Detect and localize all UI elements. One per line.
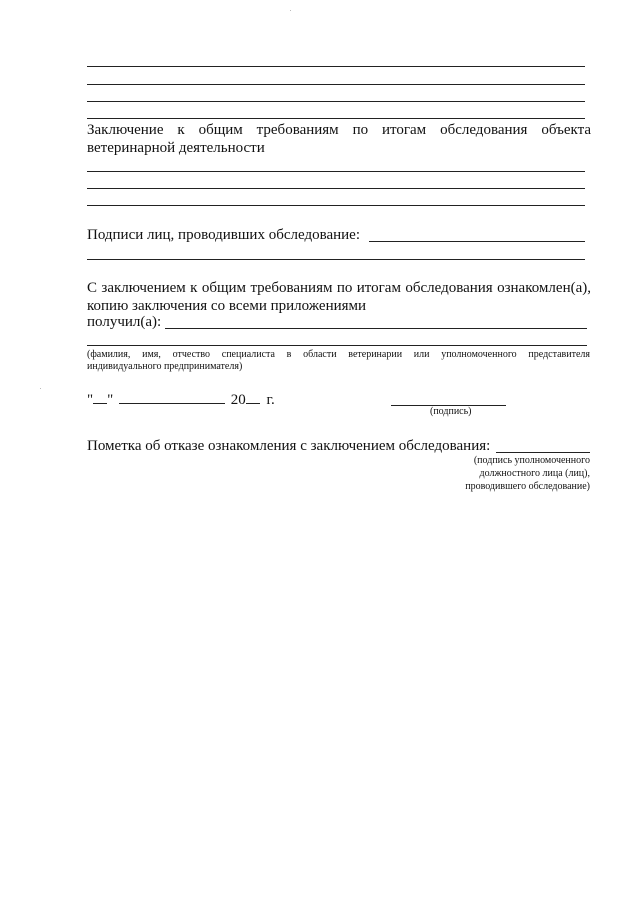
refusal-caption-2: должностного лица (лиц), — [479, 468, 590, 479]
year-field[interactable] — [246, 389, 260, 404]
blank-line — [87, 66, 585, 67]
refusal-caption-1: (подпись уполномоченного — [473, 455, 590, 466]
signature-caption: (подпись) — [430, 406, 472, 417]
year-prefix: 20 — [230, 392, 246, 408]
scan-speck — [290, 10, 291, 11]
received-field[interactable] — [165, 328, 587, 329]
conclusion-line[interactable] — [87, 171, 585, 172]
date-row — [87, 389, 275, 409]
conclusion-line[interactable] — [87, 205, 585, 206]
quote-close: " — [107, 392, 114, 408]
conclusion-heading: Заключение к общим требованиям по итогам обследования объекта — [87, 122, 591, 138]
day-field[interactable] — [93, 389, 107, 404]
blank-line — [87, 84, 585, 85]
quote-open: " — [87, 392, 94, 408]
refusal-caption-3: проводившего обследование) — [465, 481, 590, 492]
year-suffix: г. — [266, 392, 275, 408]
refusal-field[interactable] — [496, 452, 590, 453]
acknowledgment-text-cont: копию заключения со всеми приложениями — [87, 298, 367, 314]
blank-line — [87, 118, 585, 119]
signatures-line[interactable] — [87, 259, 585, 260]
signatures-field[interactable] — [369, 241, 585, 242]
received-label: получил(а): — [87, 314, 162, 330]
received-line[interactable] — [87, 345, 587, 346]
conclusion-heading-cont: ветеринарной деятельности — [87, 140, 265, 156]
name-caption-cont: индивидуального предпринимателя) — [87, 361, 243, 372]
name-caption: (фамилия, имя, отчество специалиста в области ветеринарии или уполномоченного представителя — [87, 349, 590, 360]
scan-speck — [40, 388, 41, 389]
blank-line — [87, 101, 585, 102]
month-field[interactable] — [119, 389, 225, 404]
acknowledgment-text: С заключением к общим требованиям по итогам обследования ознакомлен(а), — [87, 280, 591, 296]
signatures-label: Подписи лиц, проводивших обследование: — [87, 227, 360, 243]
conclusion-line[interactable] — [87, 188, 585, 189]
refusal-label: Пометка об отказе ознакомления с заключением обследования: — [87, 438, 491, 454]
